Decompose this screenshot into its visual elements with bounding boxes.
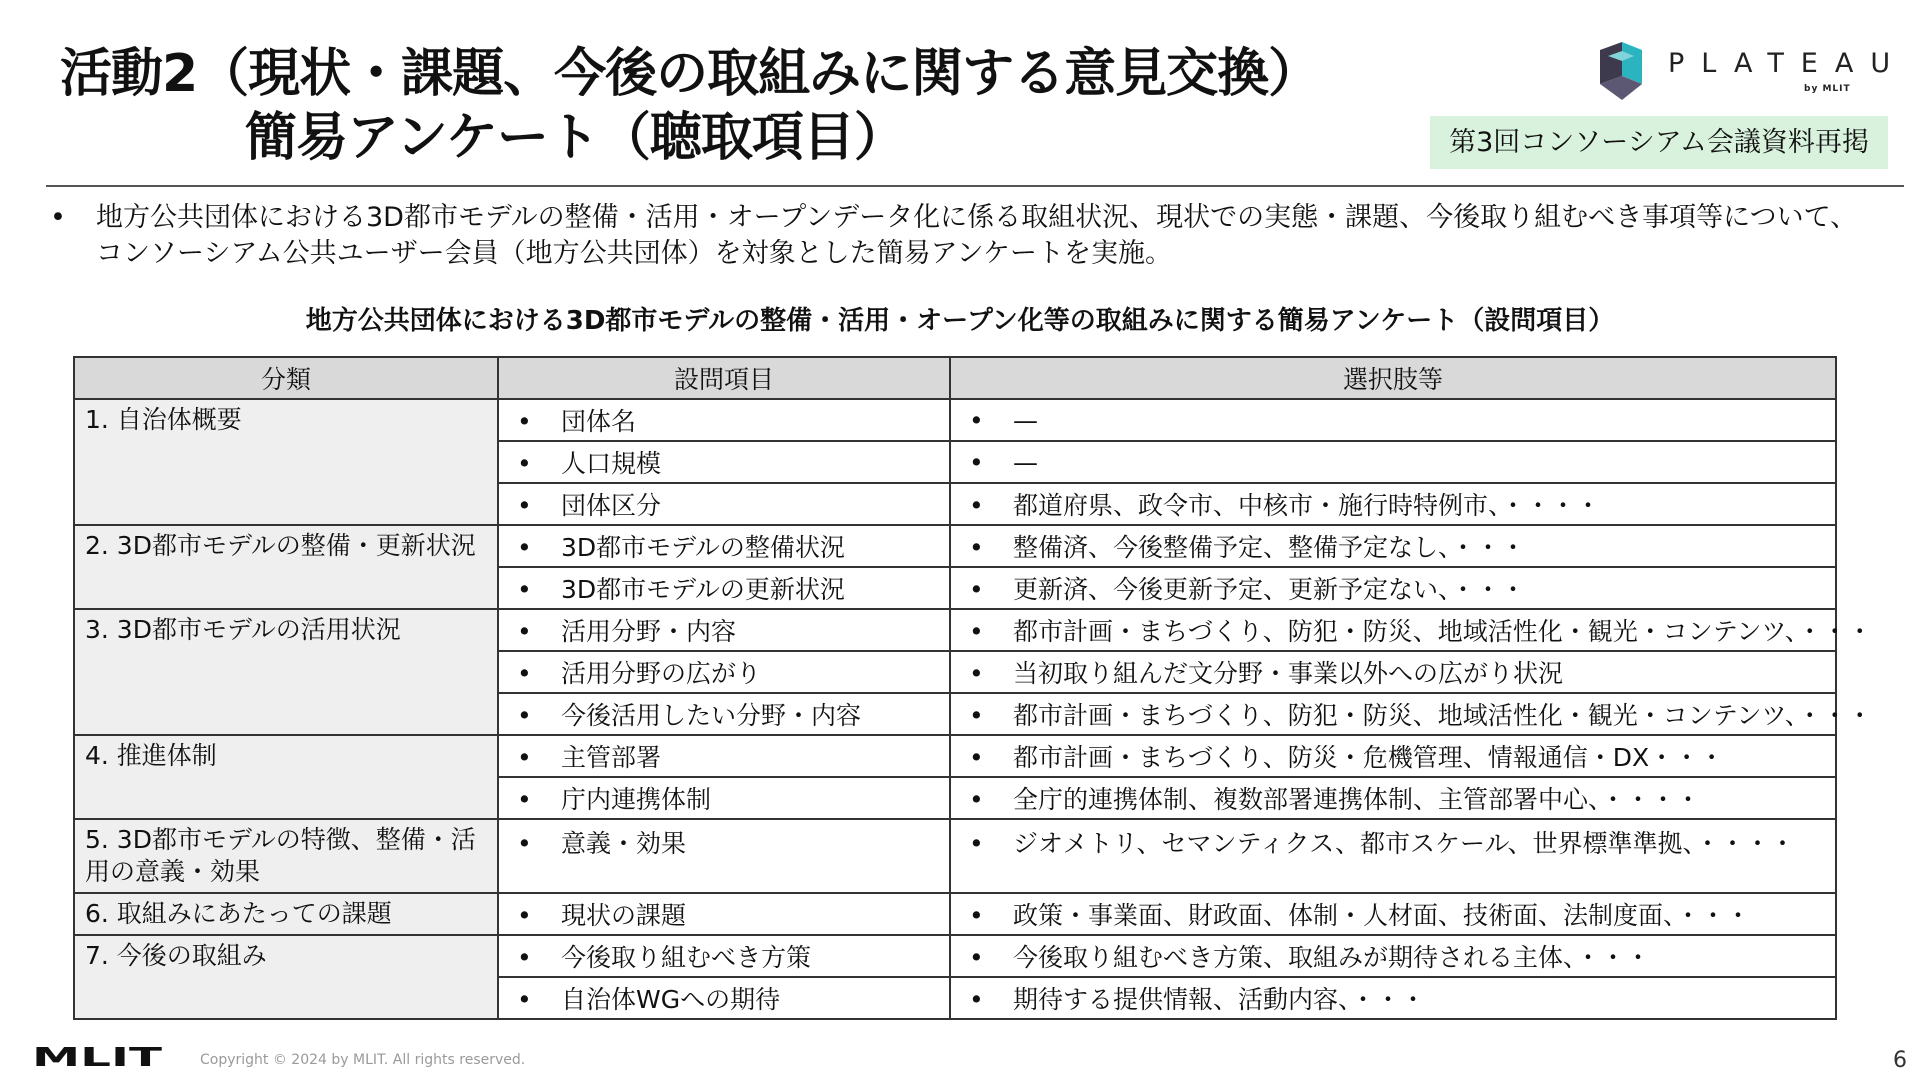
option-cell: • 期待する提供情報、活動内容、・・・ — [950, 977, 1836, 1019]
item-cell: • 意義・効果 — [498, 819, 950, 893]
option-cell: • 都道府県、政令市、中核市・施行時特例市、・・・・ — [950, 483, 1836, 525]
title-divider — [46, 185, 1904, 187]
option-cell: • 整備済、今後整備予定、整備予定なし、・・・ — [950, 525, 1836, 567]
plateau-cube-icon — [1600, 42, 1642, 100]
mlit-logo — [32, 1044, 162, 1068]
plateau-logo-text: PLATEAU — [1668, 48, 1908, 79]
plateau-logo — [1600, 42, 1908, 102]
option-cell: • — — [950, 441, 1836, 483]
item-cell: • 活用分野・内容 — [498, 609, 950, 651]
item-cell: • 今後取り組むべき方策 — [498, 935, 950, 977]
option-cell: • 都市計画・まちづくり、防犯・防災、地域活性化・観光・コンテンツ、・・・ — [950, 609, 1836, 651]
intro-bullet: • — [50, 202, 66, 233]
option-cell: • — — [950, 399, 1836, 441]
intro-paragraph — [50, 200, 1880, 272]
option-cell: • 今後取り組むべき方策、取組みが期待される主体、・・・ — [950, 935, 1836, 977]
item-cell: • 人口規模 — [498, 441, 950, 483]
header-options: 選択肢等 — [950, 357, 1836, 399]
page-number: 6 — [1893, 1048, 1907, 1073]
option-cell: • ジオメトリ、セマンティクス、都市スケール、世界標準準拠、・・・・ — [950, 819, 1836, 893]
survey-table — [73, 356, 1873, 1020]
reprint-badge: 第3回コンソーシアム会議資料再掲 — [1430, 116, 1888, 169]
table-row — [74, 735, 1836, 777]
item-cell: • 現状の課題 — [498, 893, 950, 935]
plateau-logo-sub: by MLIT — [1804, 84, 1851, 94]
item-cell: • 3D都市モデルの更新状況 — [498, 567, 950, 609]
category-cell: 7. 今後の取組み — [74, 935, 498, 1019]
page-title-line1: 活動2（現状・課題、今後の取組みに関する意見交換） — [60, 44, 1320, 104]
option-cell: • 都市計画・まちづくり、防災・危機管理、情報通信・DX・・・ — [950, 735, 1836, 777]
item-cell: • 活用分野の広がり — [498, 651, 950, 693]
table-row — [74, 893, 1836, 935]
header-category: 分類 — [74, 357, 498, 399]
copyright: Copyright © 2024 by MLIT. All rights reserved. — [200, 1052, 526, 1068]
table-row — [74, 399, 1836, 441]
item-cell: • 団体区分 — [498, 483, 950, 525]
item-cell: • 自治体WGへの期待 — [498, 977, 950, 1019]
category-cell: 3. 3D都市モデルの活用状況 — [74, 609, 498, 735]
option-cell: • 政策・事業面、財政面、体制・人材面、技術面、法制度面、・・・ — [950, 893, 1836, 935]
option-cell: • 全庁的連携体制、複数部署連携体制、主管部署中心、・・・・ — [950, 777, 1836, 819]
item-cell: • 主管部署 — [498, 735, 950, 777]
option-cell: • 都市計画・まちづくり、防犯・防災、地域活性化・観光・コンテンツ、・・・ — [950, 693, 1836, 735]
table-row — [74, 935, 1836, 977]
category-cell: 1. 自治体概要 — [74, 399, 498, 525]
svg-text:MLIT: MLIT — [32, 1044, 162, 1068]
item-cell: • 団体名 — [498, 399, 950, 441]
item-cell: • 今後活用したい分野・内容 — [498, 693, 950, 735]
option-cell: • 当初取り組んだ文分野・事業以外への広がり状況 — [950, 651, 1836, 693]
option-cell: • 更新済、今後更新予定、更新予定ない、・・・ — [950, 567, 1836, 609]
intro-text: 地方公共団体における3D都市モデルの整備・活用・オープンデータ化に係る取組状況、現状での実態・課題、今後取り組むべき事項等について、コンソーシアム公共ユーザー会員（地方公共団体）を対象とした簡易アンケートを実施。 — [96, 202, 1858, 269]
header-item: 設問項目 — [498, 357, 950, 399]
table-header-row — [74, 357, 1836, 399]
category-cell: 4. 推進体制 — [74, 735, 498, 819]
table-row — [74, 609, 1836, 651]
page-title — [60, 42, 1319, 170]
item-cell: • 庁内連携体制 — [498, 777, 950, 819]
table-row — [74, 525, 1836, 567]
category-cell: 2. 3D都市モデルの整備・更新状況 — [74, 525, 498, 609]
item-cell: • 3D都市モデルの整備状況 — [498, 525, 950, 567]
category-cell: 5. 3D都市モデルの特徴、整備・活用の意義・効果 — [74, 819, 498, 893]
table-title: 地方公共団体における3D都市モデルの整備・活用・オープン化等の取組みに関する簡易アンケート（設問項目） — [305, 306, 1615, 336]
category-cell: 6. 取組みにあたっての課題 — [74, 893, 498, 935]
table-row — [74, 819, 1836, 893]
page-title-line2: 簡易アンケート（聴取項目） — [245, 108, 905, 168]
